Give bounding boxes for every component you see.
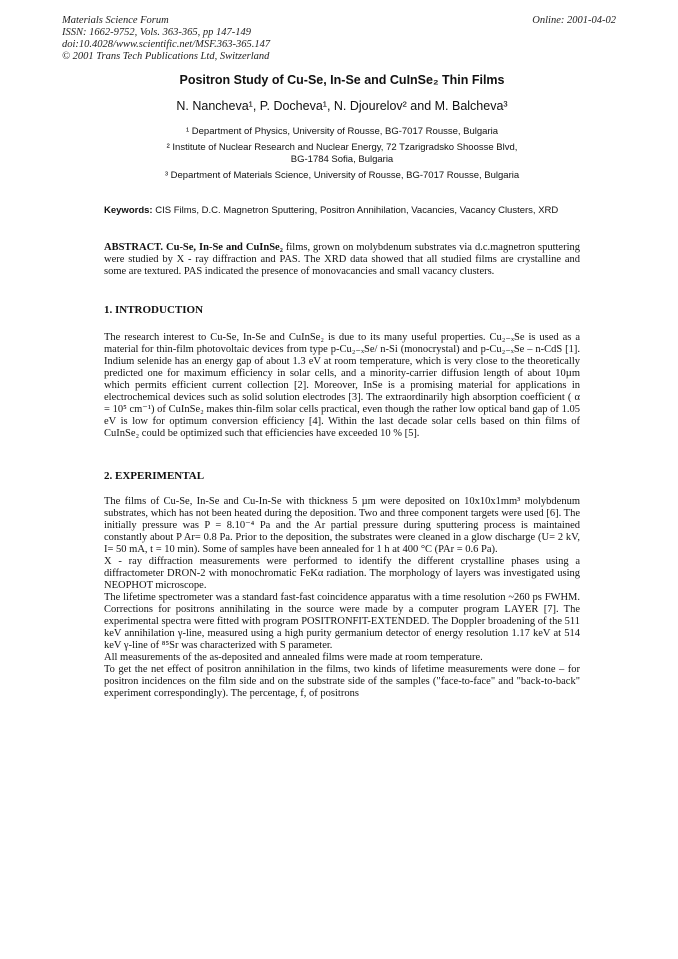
affiliation-3: ³ Department of Materials Science, University of Rousse, BG-7017 Rousse, Bulgaria [164, 170, 520, 181]
affiliation-1: ¹ Department of Physics, University of Rousse, BG-7017 Rousse, Bulgaria [185, 126, 499, 137]
author-list: N. Nancheva¹, P. Docheva¹, N. Djourelov² and M. Balcheva³ [176, 99, 508, 113]
journal-header [62, 15, 622, 63]
experimental-section [104, 496, 580, 700]
paper-title: Positron Study of Cu-Se, In-Se and CuInSe₂ Thin Films [179, 73, 505, 87]
keywords-text: CIS Films, D.C. Magnetron Sputtering, Positron Annihilation, Vacancies, Vacancy Clusters, XRD [152, 205, 559, 216]
affiliation-2-cont: BG-1784 Sofia, Bulgaria [290, 154, 394, 165]
abstract [104, 242, 580, 278]
experimental-paragraph-3: The lifetime spectrometer was a standard fast-fast coincidence apparatus with a time resolution ~260 ps FWHM. Corrections for positrons annihilating in the source were made by a computer program LAYER [7]. The experimental spectra were fitted with program POSITRONFIT-EXTENDED. The Doppler broadening of the 511 keV annihilation γ-line, measured using a high purity germanium detector of energy resolution 1.17 keV at 514 keV γ-line of ⁸⁵Sr was characterized with S parameter. [104, 592, 580, 651]
experimental-paragraph-1: The films of Cu-Se, In-Se and Cu-In-Se with thickness 5 µm were deposited on 10x10x1mm³ molybdenum substrates, which has not been heated during the deposition. Two and three component targets were used [6]. The initially pressure was P = 8.10⁻⁴ Pa and the Ar partial pressure during sputtering process is maintained constantly about P Ar= 0.8 Pa. Prior to the deposition, the substrates were cleaned in a glow discharge (U= 2 kV, I= 50 mA, t = 10 min). Some of samples have been annealed for 1 h at 400 °C (PAr = 0.6 Pa). [104, 496, 580, 555]
abstract-lead: Cu-Se, In-Se and CuInSe₂ [163, 242, 283, 253]
abstract-text: films, grown on molybdenum substrates via d.c.magnetron sputtering were studied by X - ray diffraction and PAS. The XRD data showed that all studied films are crystalline and some are textured. PAS indicated the presence of monovacancies and small vacancy clusters. [104, 242, 580, 277]
journal-doi: doi:10.4028/www.scientific.net/MSF.363-365.147 [62, 39, 271, 50]
introduction-paragraph: The research interest to Cu-Se, In-Se and CuInSe₂ is due to its many useful properties. Cu₂₋ₓSe is used as a material for thin-film photovoltaic devices from type p-Cu₂₋ₓSe/ n-Si (monocrystal) and p-Cu₂₋ₓSe – n-CdS [1]. Indium selenide has an energy gap of about 1.3 eV at room temperature, which is very close to the theoretically predicted one for maximum efficiency in solar cells, and a minority-carrier diffusion length of about 10µm which permits efficient current collection [2]. Moreover, InSe is a promising material for applications in electrochemical devices such as solid solution electrodes [3]. The extraordinarily high absorption coefficient ( α = 10⁵ cm⁻¹) of CuInSe₂ makes thin-film solar cells practical, even though the rather low optical band gap of 1.05 eV is low for optimum conversion efficiency [4]. Within the last decade solar cells based on thin films of CuInSe₂ could be optimized such that efficiencies have exceeded 10 % [5]. [104, 332, 580, 439]
journal-name: Materials Science Forum [62, 15, 169, 26]
experimental-paragraph-4: All measurements of the as-deposited and annealed films were made at room temperature. [104, 652, 483, 663]
section-heading-introduction: 1. INTRODUCTION [104, 304, 204, 316]
keywords [104, 205, 584, 217]
section-heading-experimental: 2. EXPERIMENTAL [104, 470, 205, 482]
experimental-paragraph-5: To get the net effect of positron annihilation in the films, two kinds of lifetime measurements were done – for positron incidences on the film side and on the substrate side of the samples ("face-to-face" and "back-to-back" experiment correspondingly). The percentage, f, of positrons [104, 664, 580, 699]
affiliation-2: ² Institute of Nuclear Research and Nuclear Energy, 72 Tzarigradsko Shoosse Blvd, [166, 142, 518, 153]
abstract-label: ABSTRACT. [104, 242, 164, 253]
journal-copyright: © 2001 Trans Tech Publications Ltd, Switzerland [62, 51, 270, 62]
experimental-paragraph-2: X - ray diffraction measurements were performed to identify the different crystalline phases using a diffractometer DRON-2 with monochromatic FeKα radiation. The morphology of layers was investigated using NEOPHOT microscope. [104, 556, 580, 591]
online-date: Online: 2001-04-02 [532, 15, 616, 26]
keywords-label: Keywords: [104, 205, 153, 216]
journal-issn: ISSN: 1662-9752, Vols. 363-365, pp 147-149 [62, 27, 251, 38]
